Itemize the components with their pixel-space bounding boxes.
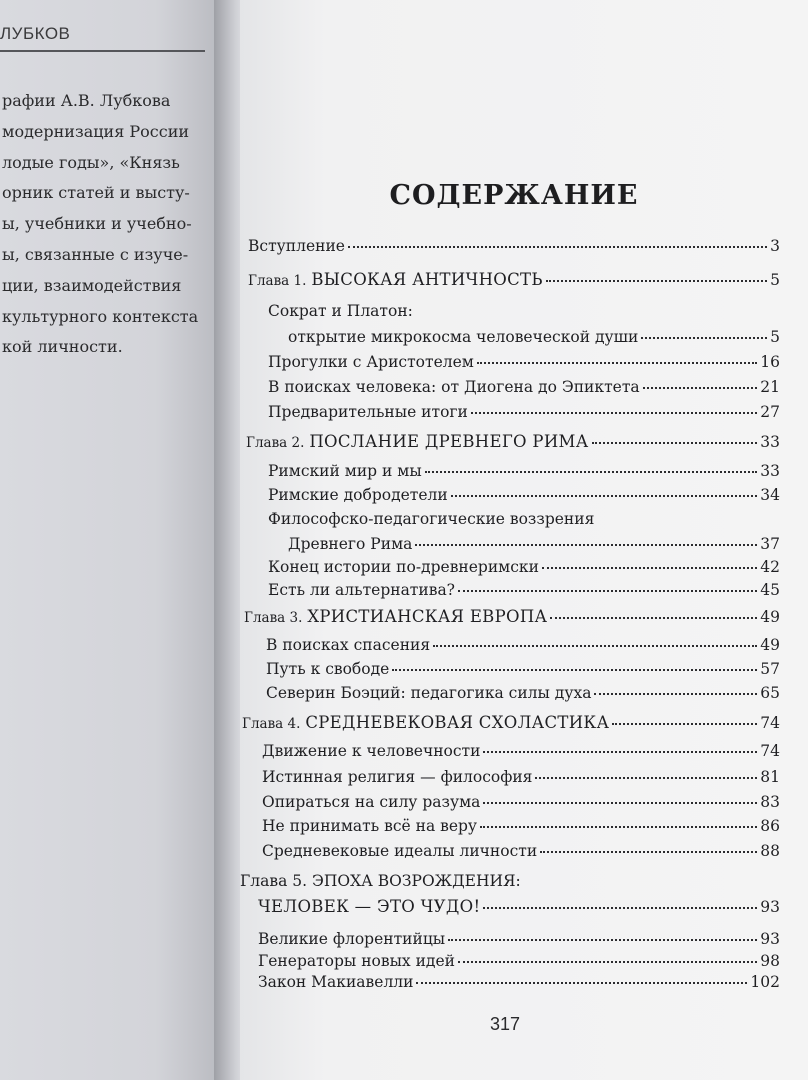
text-line: ы, учебники и учебно-: [2, 214, 192, 234]
dot-leader: [612, 723, 757, 725]
page-number: 317: [490, 1014, 521, 1034]
toc-entry[interactable]: [262, 793, 780, 811]
chapter-title: ВЫСОКАЯ АНТИЧНОСТЬ: [311, 270, 543, 289]
toc-entry[interactable]: [268, 486, 780, 504]
chapter-number: Глава 2.: [246, 435, 305, 451]
dot-leader: [415, 544, 757, 546]
toc-label: Предварительные итоги: [268, 403, 468, 421]
dot-leader: [542, 567, 757, 569]
toc-page: 37: [760, 535, 780, 553]
toc-page: 5: [770, 271, 780, 289]
dot-leader: [425, 471, 758, 473]
toc-chapter-2[interactable]: [246, 432, 780, 451]
toc-entry[interactable]: [268, 581, 780, 599]
header-rule: [0, 50, 205, 52]
toc-page: 45: [760, 581, 780, 599]
toc-page: 93: [760, 898, 780, 916]
toc-label: Прогулки с Аристотелем: [268, 353, 474, 371]
dot-leader: [546, 280, 767, 282]
toc-label: В поисках спасения: [266, 636, 431, 654]
chapter-number: Глава 1.: [248, 273, 307, 289]
toc-entry[interactable]: [268, 403, 780, 421]
text-line: ции, взаимодействия: [2, 275, 182, 295]
dot-leader: [594, 693, 757, 695]
text-line: рафии А.В. Лубкова: [2, 91, 171, 110]
toc-entry-intro[interactable]: [248, 237, 780, 255]
dot-leader: [540, 851, 757, 853]
toc-page: 16: [760, 353, 780, 371]
toc-label: Средневековые идеалы личности: [262, 842, 538, 860]
toc-entry[interactable]: [268, 462, 780, 480]
toc-chapter-4[interactable]: [242, 713, 780, 732]
toc-chapter-3[interactable]: [244, 607, 780, 626]
running-header: ЛУБКОВ: [0, 24, 71, 43]
toc-entry[interactable]: [262, 842, 780, 860]
text-line: культурного контекста: [2, 306, 199, 326]
toc-label: Истинная религия — философия: [262, 768, 533, 786]
toc-entry[interactable]: [262, 768, 780, 786]
dot-leader: [348, 246, 767, 248]
toc-page: 74: [760, 742, 780, 760]
toc-label: Сократ и Платон:: [268, 302, 413, 320]
dot-leader: [416, 982, 747, 984]
toc-entry[interactable]: [266, 660, 780, 678]
toc-label: Не принимать всё на веру: [262, 817, 478, 835]
toc-label: Опираться на силу разума: [262, 793, 481, 811]
toc-page: 33: [760, 462, 780, 480]
toc-entry[interactable]: [268, 558, 780, 576]
dot-leader: [471, 412, 757, 414]
toc-label: Конец истории по-древнеримски: [268, 558, 539, 576]
toc-page: 74: [760, 714, 780, 732]
toc-label: Закон Макиавелли: [258, 973, 414, 991]
toc-page: 88: [760, 842, 780, 860]
toc-label: Генераторы новых идей: [258, 952, 455, 970]
toc-label: Философско-педагогические воззрения: [268, 510, 595, 528]
toc-chapter-5[interactable]: [240, 872, 521, 890]
toc-entry[interactable]: [288, 535, 780, 553]
text-line: ы, связанные с изуче-: [2, 244, 189, 264]
dot-leader: [477, 362, 757, 364]
dot-leader: [448, 939, 757, 941]
page-title: СОДЕРЖАНИЕ: [389, 180, 639, 211]
toc-page: 3: [770, 237, 780, 255]
text-line: кой личности.: [2, 337, 123, 357]
toc-label: Вступление: [248, 237, 345, 255]
toc-label: Путь к свободе: [266, 660, 390, 678]
dot-leader: [483, 802, 757, 804]
toc-entry[interactable]: [288, 328, 780, 346]
dot-leader: [483, 907, 757, 909]
toc-page: 93: [760, 930, 780, 948]
toc-entry[interactable]: [268, 353, 780, 371]
chapter-title: ЧЕЛОВЕК — ЭТО ЧУДО!: [258, 897, 481, 916]
toc-page: 65: [760, 684, 780, 702]
toc-page: 102: [750, 973, 780, 991]
toc-label: Древнего Рима: [288, 535, 413, 553]
toc-page: 33: [760, 433, 780, 451]
toc-entry[interactable]: [266, 684, 780, 702]
dot-leader: [458, 590, 757, 592]
toc-entry[interactable]: [262, 742, 780, 760]
text-line: орник статей и высту-: [2, 183, 190, 203]
toc-page: 21: [760, 378, 780, 396]
chapter-title: ЭПОХА ВОЗРОЖДЕНИЯ:: [311, 872, 521, 890]
dot-leader: [535, 777, 757, 779]
left-page: [0, 0, 222, 1080]
toc-entry[interactable]: [258, 952, 780, 970]
toc-entry[interactable]: [262, 817, 780, 835]
toc-page: 49: [760, 608, 780, 626]
left-page-text: [2, 86, 198, 363]
dot-leader: [550, 617, 757, 619]
chapter-title: ХРИСТИАНСКАЯ ЕВРОПА: [307, 607, 548, 626]
toc-entry[interactable]: [258, 897, 780, 916]
toc-page: 86: [760, 817, 780, 835]
toc-page: 81: [760, 768, 780, 786]
toc-page: 57: [760, 660, 780, 678]
toc-entry[interactable]: [258, 973, 780, 991]
chapter-number: Глава 4.: [242, 716, 301, 732]
toc-page: 98: [760, 952, 780, 970]
toc-entry[interactable]: [258, 930, 780, 948]
toc-label: Движение к человечности: [262, 742, 481, 760]
toc-page: 5: [770, 328, 780, 346]
dot-leader: [480, 826, 757, 828]
text-line: модернизация России: [2, 121, 190, 141]
toc-page: 83: [760, 793, 780, 811]
toc-label: Северин Боэций: педагогика силы духа: [266, 684, 592, 702]
chapter-title: СРЕДНЕВЕКОВАЯ СХОЛАСТИКА: [305, 713, 610, 732]
chapter-title: ПОСЛАНИЕ ДРЕВНЕГО РИМА: [309, 432, 589, 451]
chapter-number: Глава 5.: [240, 872, 308, 890]
toc-entry[interactable]: [266, 636, 780, 654]
toc-label: В поисках человека: от Диогена до Эпиктета: [268, 378, 640, 396]
right-page: [240, 0, 808, 1080]
toc-label: Есть ли альтернатива?: [268, 581, 455, 599]
dot-leader: [433, 645, 757, 647]
toc-page: 49: [760, 636, 780, 654]
dot-leader: [451, 495, 758, 497]
toc-page: 34: [760, 486, 780, 504]
toc-label: Великие флорентийцы: [258, 930, 446, 948]
dot-leader: [643, 387, 758, 389]
chapter-number: Глава 3.: [244, 610, 303, 626]
dot-leader: [592, 442, 758, 444]
toc-label: Римский мир и мы: [268, 462, 422, 480]
toc-page: 27: [760, 403, 780, 421]
text-line: лодые годы», «Князь: [2, 152, 180, 172]
toc-label: Римские добродетели: [268, 486, 448, 504]
dot-leader: [458, 961, 757, 963]
dot-leader: [483, 751, 757, 753]
toc-entry[interactable]: [268, 378, 780, 396]
toc-page: 42: [760, 558, 780, 576]
dot-leader: [641, 337, 767, 339]
dot-leader: [392, 669, 757, 671]
toc-label: открытие микрокосма человеческой души: [288, 328, 639, 346]
toc-chapter-1[interactable]: [248, 270, 780, 289]
